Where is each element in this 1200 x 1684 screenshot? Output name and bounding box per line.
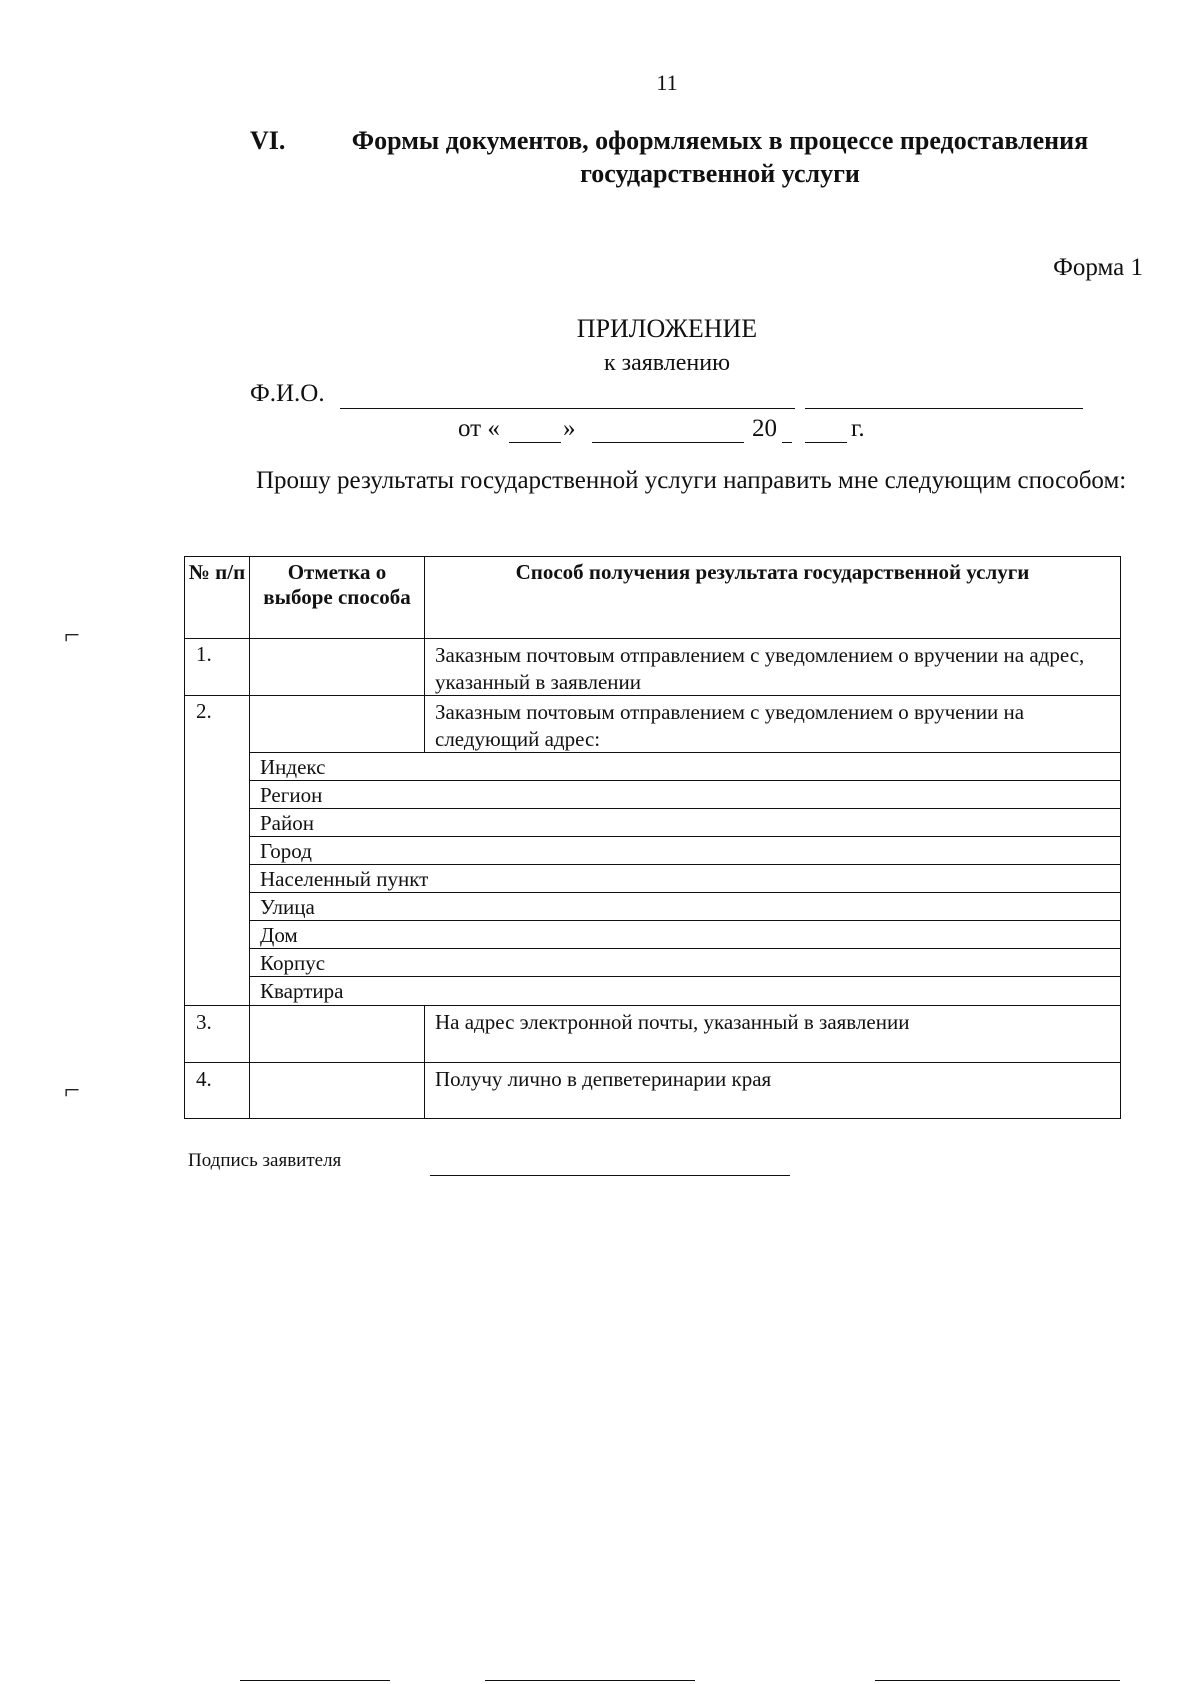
row-3-method: На адрес электронной почты, указанный в заявлении — [435, 1010, 910, 1034]
form-label: Форма 1 — [1053, 254, 1143, 281]
header-method: Способ получения результата государственной услуги — [515, 560, 1030, 584]
row-separator — [249, 808, 1120, 809]
row-3-number: 3. — [196, 1010, 212, 1034]
footer-line — [875, 1680, 1120, 1681]
row-separator — [184, 1062, 1120, 1063]
date-month-line[interactable] — [592, 442, 744, 443]
date-day-line[interactable] — [509, 442, 561, 443]
row-1-method: Заказным почтовым отправлением с уведомлением о вручении на адрес, указанный в заявлении — [435, 643, 1085, 694]
row-2-method: Заказным почтовым отправлением с уведомлением о вручении на следующий адрес: — [435, 700, 1025, 751]
row-separator — [184, 638, 1120, 639]
row-separator — [249, 920, 1120, 921]
row-1-number: 1. — [196, 642, 212, 666]
address-index-label: Индекс — [260, 755, 326, 779]
row-1-mark-cell[interactable] — [252, 641, 422, 694]
signature-label: Подпись заявителя — [188, 1150, 342, 1171]
date-from-label: от « — [458, 415, 500, 442]
row-separator — [249, 836, 1120, 837]
request-paragraph — [184, 464, 1146, 497]
row-separator — [249, 864, 1120, 865]
fio-label: Ф.И.О. — [250, 380, 325, 407]
date-year-line-2[interactable] — [805, 442, 847, 443]
header-mark: Отметка о выборе способа — [263, 560, 411, 609]
address-region-label: Регион — [260, 783, 323, 807]
row-4-method: Получу лично в депветеринарии края — [435, 1067, 772, 1091]
address-city-label: Город — [260, 839, 312, 863]
page-number: 11 — [656, 70, 678, 95]
address-street-label: Улица — [260, 895, 315, 919]
address-house-label: Дом — [260, 923, 298, 947]
row-separator — [184, 1005, 1120, 1006]
address-district-label: Район — [260, 811, 314, 835]
fio-input-line-continued[interactable] — [805, 408, 1083, 409]
column-separator — [424, 1005, 425, 1119]
row-2-mark-cell[interactable] — [252, 698, 422, 751]
address-apartment-label: Квартира — [260, 979, 344, 1003]
date-close-quote: » — [563, 415, 576, 442]
appendix-subtitle: к заявлению — [603, 350, 731, 376]
section-title: Формы документов, оформляемых в процессе предоставления государственной услуги — [351, 126, 1089, 188]
margin-hook-mark: ⌐ — [64, 1075, 80, 1106]
signature-line[interactable] — [430, 1175, 790, 1176]
column-separator — [424, 556, 425, 752]
row-2-number: 2. — [196, 699, 212, 723]
section-number: VI. — [250, 126, 286, 155]
row-separator — [249, 892, 1120, 893]
margin-hook-mark: ⌐ — [64, 620, 80, 651]
table-border-left — [184, 556, 185, 1119]
table-border-top — [184, 556, 1120, 557]
table-border-bottom — [184, 1118, 1120, 1119]
row-separator — [249, 976, 1120, 977]
address-building-label: Корпус — [260, 951, 326, 975]
date-year-suffix: г. — [851, 415, 865, 442]
header-number: № п/п — [188, 560, 246, 584]
row-3-mark-cell[interactable] — [252, 1008, 422, 1061]
column-separator — [249, 556, 250, 1119]
date-year-prefix: 20 — [752, 415, 777, 442]
row-4-mark-cell[interactable] — [252, 1065, 422, 1117]
footer-line — [240, 1680, 390, 1681]
date-year-line-1[interactable] — [782, 442, 792, 443]
fio-input-line[interactable] — [340, 408, 795, 409]
row-separator — [249, 948, 1120, 949]
footer-line — [485, 1680, 695, 1681]
address-settlement-label: Населенный пункт — [260, 867, 429, 891]
appendix-title: ПРИЛОЖЕНИЕ — [576, 314, 758, 343]
row-separator — [249, 780, 1120, 781]
row-4-number: 4. — [196, 1067, 212, 1091]
request-text: Прошу результаты государственной услуги направить мне следующим способом: — [256, 467, 1127, 494]
table-border-right — [1120, 556, 1121, 1119]
